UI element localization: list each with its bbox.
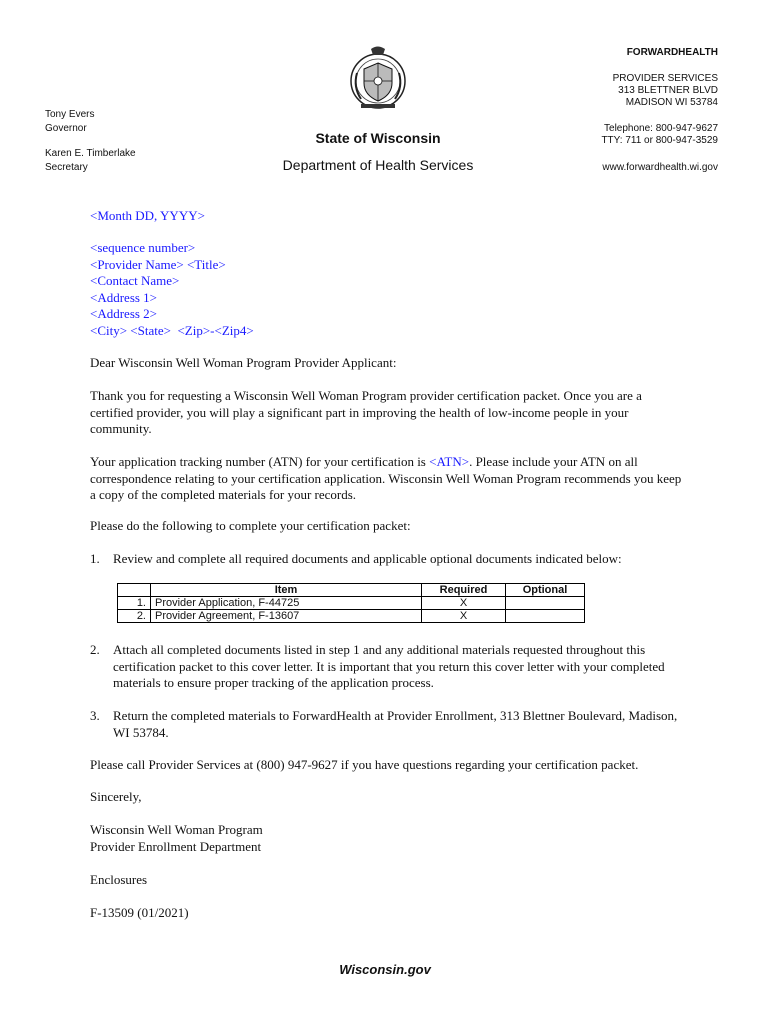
- org-name: FORWARDHEALTH: [626, 47, 718, 58]
- col-header-item: Item: [151, 584, 422, 597]
- recipient-address: [90, 240, 685, 339]
- closing: Sincerely,: [90, 789, 142, 804]
- footer-site-link[interactable]: Wisconsin.gov: [339, 962, 431, 977]
- secretary-title: Secretary: [45, 162, 88, 173]
- step-number: 2.: [90, 642, 100, 657]
- telephone: Telephone: 800-947-9627: [604, 123, 718, 134]
- department-title: Department of Health Services: [282, 157, 474, 173]
- row-number: 1.: [118, 597, 151, 610]
- step-text: Review and complete all required documents and applicable optional documents indicated below:: [113, 551, 622, 566]
- address-block: [613, 73, 718, 109]
- state-seal-icon: [343, 43, 413, 113]
- paragraph-atn: [90, 454, 685, 504]
- step-text: Return the completed materials to ForwardHealth at Provider Enrollment, 313 Blettner Boulevard, Madison, WI 53784.: [113, 708, 678, 740]
- address-line: PROVIDER SERVICES: [612, 73, 718, 84]
- col-header-required: Required: [422, 584, 506, 597]
- enclosures: Enclosures: [90, 872, 148, 887]
- col-header-number: [118, 584, 151, 597]
- table-row: [118, 610, 585, 623]
- row-required: X: [422, 597, 506, 610]
- governor-name: Tony Evers: [45, 109, 95, 120]
- state-title: State of Wisconsin: [315, 130, 441, 146]
- step-number: 3.: [90, 708, 100, 723]
- documents-table: [117, 583, 585, 623]
- atn-text-before: Your application tracking number (ATN) for your certification is: [90, 454, 430, 469]
- table-row: [118, 597, 585, 610]
- tty: TTY: 711 or 800-947-3529: [601, 135, 718, 146]
- row-optional: [506, 610, 585, 623]
- address-line: <City> <State> <Zip>-<Zip4>: [90, 322, 254, 338]
- row-item: Provider Agreement, F-13607: [151, 610, 422, 623]
- signature-line: Provider Enrollment Department: [90, 838, 262, 854]
- step-number: 1.: [90, 551, 100, 566]
- address-line: <Address 2>: [90, 306, 158, 321]
- address-line: <Address 1>: [90, 289, 158, 305]
- table-header-row: [118, 584, 585, 597]
- signature-block: [90, 822, 685, 855]
- step-1: [90, 551, 685, 568]
- address-line: <Provider Name> <Title>: [90, 256, 226, 272]
- governor-block: [45, 108, 94, 136]
- contact-block: [601, 123, 718, 147]
- secretary-block: [45, 147, 136, 175]
- letter-date: <Month DD, YYYY>: [90, 208, 205, 223]
- paragraph-intro: Thank you for requesting a Wisconsin Well Woman Program provider certification packet. Once you are a certified provider, you will play a significant part in improving the health of low-income people in your community.: [90, 388, 642, 436]
- form-number: F-13509 (01/2021): [90, 905, 189, 920]
- paragraph-contact: Please call Provider Services at (800) 947-9627 if you have questions regarding your certification packet.: [90, 757, 639, 772]
- address-line: <sequence number>: [90, 240, 196, 255]
- step-2: [90, 642, 685, 692]
- row-optional: [506, 597, 585, 610]
- address-line: <Contact Name>: [90, 273, 180, 288]
- row-required: X: [422, 610, 506, 623]
- paragraph-instructions: Please do the following to complete your certification packet:: [90, 518, 411, 533]
- row-number: 2.: [118, 610, 151, 623]
- row-item: Provider Application, F-44725: [151, 597, 422, 610]
- website-link[interactable]: www.forwardhealth.wi.gov: [602, 162, 718, 173]
- signature-line: Wisconsin Well Woman Program: [90, 822, 263, 837]
- salutation: Dear Wisconsin Well Woman Program Provider Applicant:: [90, 355, 397, 370]
- address-line: MADISON WI 53784: [625, 97, 718, 108]
- col-header-optional: Optional: [506, 584, 585, 597]
- step-text: Attach all completed documents listed in step 1 and any additional materials requested throughout this certification packet to this cover letter. It is important that you return this cover letter with your completed materials to ensure proper tracking of the application process.: [113, 642, 665, 690]
- atn-text-after: . Please include your ATN on all correspondence relating to your certification application. Wisconsin Well Woman Program recommends you keep a copy of the completed materials for your records.: [90, 454, 682, 502]
- secretary-name: Karen E. Timberlake: [45, 148, 136, 159]
- step-3: [90, 708, 685, 741]
- atn-placeholder: <ATN>: [429, 454, 470, 469]
- governor-title: Governor: [45, 123, 87, 134]
- address-line: 313 BLETTNER BLVD: [618, 85, 718, 96]
